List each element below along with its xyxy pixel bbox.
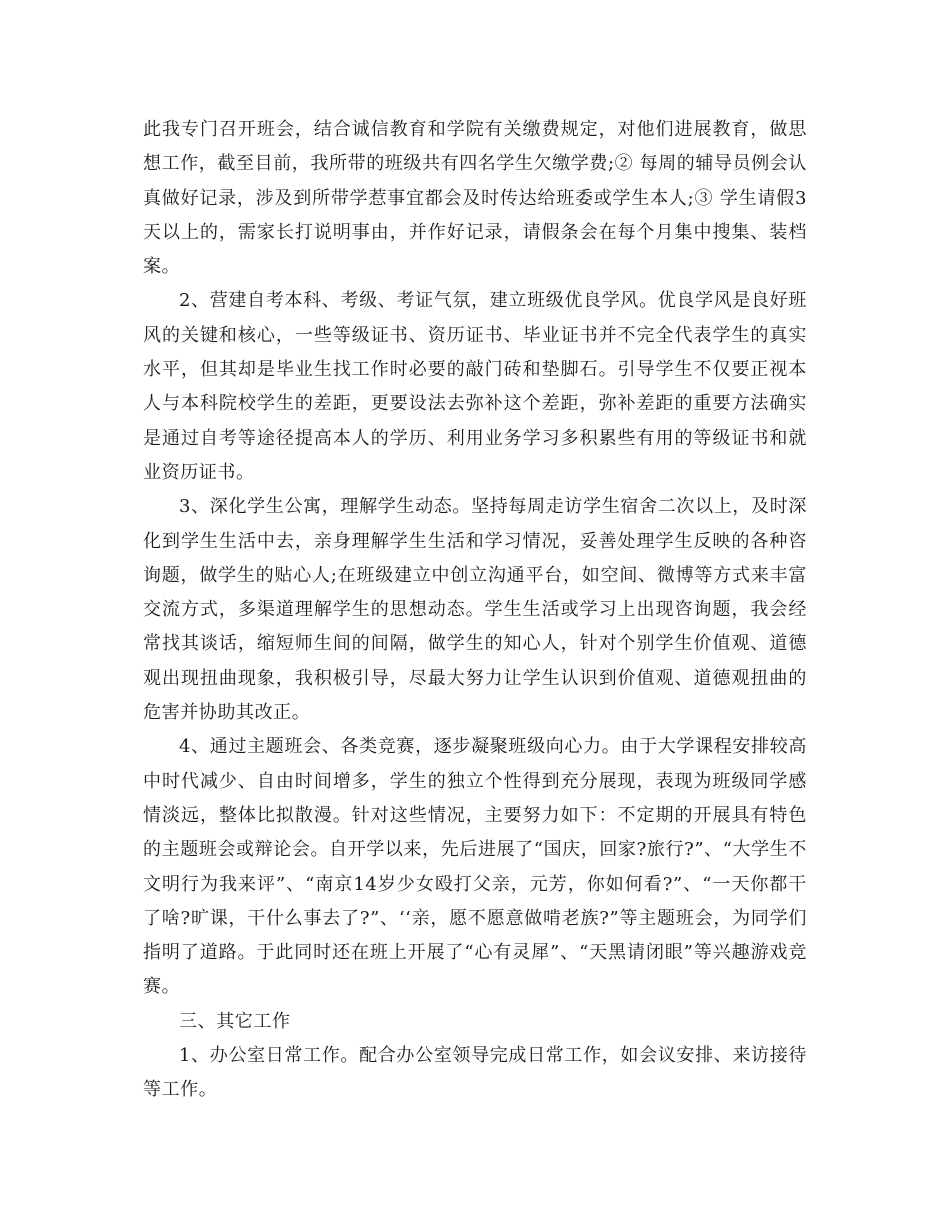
section-heading-other-work: 三、其它工作 <box>179 1010 291 1032</box>
paragraph-item-3: 3、深化学生公寓，理解学生动态。坚持每周走访学生宿舍二次以上，及时深化到学生生活中去，亲身理解学生生活和学习情况，妥善处理学生反映的各种咨询题，做学生的贴心人;在班级建立中创立沟通平台，如空间、微博等方式来丰富交流方式，多渠道理解学生的思想动态。学生生活或学习上出现咨询题，我会经常找其谈话，缩短师生间的间隔，做学生的知心人，针对个别学生价值观、道德观出现扭曲现象，我积极引导，尽最大努力让学生认识到价值观、道德观扭曲的危害并协助其改正。 <box>143 496 807 724</box>
paragraph-item-4: 4、通过主题班会、各类竞赛，逐步凝聚班级向心力。由于大学课程安排较高中时代减少、自由时间增多，学生的独立个性得到充分展现，表现为班级同学感情淡远，整体比拟散漫。针对这些情况，主要努力如下：不定期的开展具有特色的主题班会或辩论会。自开学以来，先后进展了“国庆，回家?旅行?”、“大学生不文明行为我来评”、“南京14岁少女殴打父亲，元芳，你如何看?”、“一天你都干了啥?旷课，干什么事去了?”、‘‘亲，愿不愿意做啃老族?”等主题班会，为同学们指明了道路。于此同时还在班上开展了“心有灵犀”、“天黑请闭眼”等兴趣游戏竞赛。 <box>143 736 807 998</box>
paragraph-continued: 此我专门召开班会，结合诚信教育和学院有关缴费规定，对他们进展教育，做思想工作，截至目前，我所带的班级共有四名学生欠缴学费;② 每周的辅导员例会认真做好记录，涉及到所带学惹事宜都会及时传达给班委或学生本人;③ 学生请假3天以上的，需家长打说明事由，并作好记录，请假条会在每个月集中搜集、装档案。 <box>143 119 807 278</box>
paragraph-office-work: 1、办公室日常工作。配合办公室领导完成日常工作，如会议安排、来访接待等工作。 <box>143 1045 807 1101</box>
paragraph-item-2: 2、营建自考本科、考级、考证气氛，建立班级优良学风。优良学风是良好班风的关键和核心，一些等级证书、资历证书、毕业证书并不完全代表学生的真实水平，但其却是毕业生找工作时必要的敲门砖和垫脚石。引导学生不仅要正视本人与本科院校学生的差距，更要设法去弥补这个差距，弥补差距的重要方法确实是通过自考等途径提高本人的学历、利用业务学习多积累些有用的等级证书和就业资历证书。 <box>143 290 807 483</box>
document-body <box>143 113 807 1108</box>
